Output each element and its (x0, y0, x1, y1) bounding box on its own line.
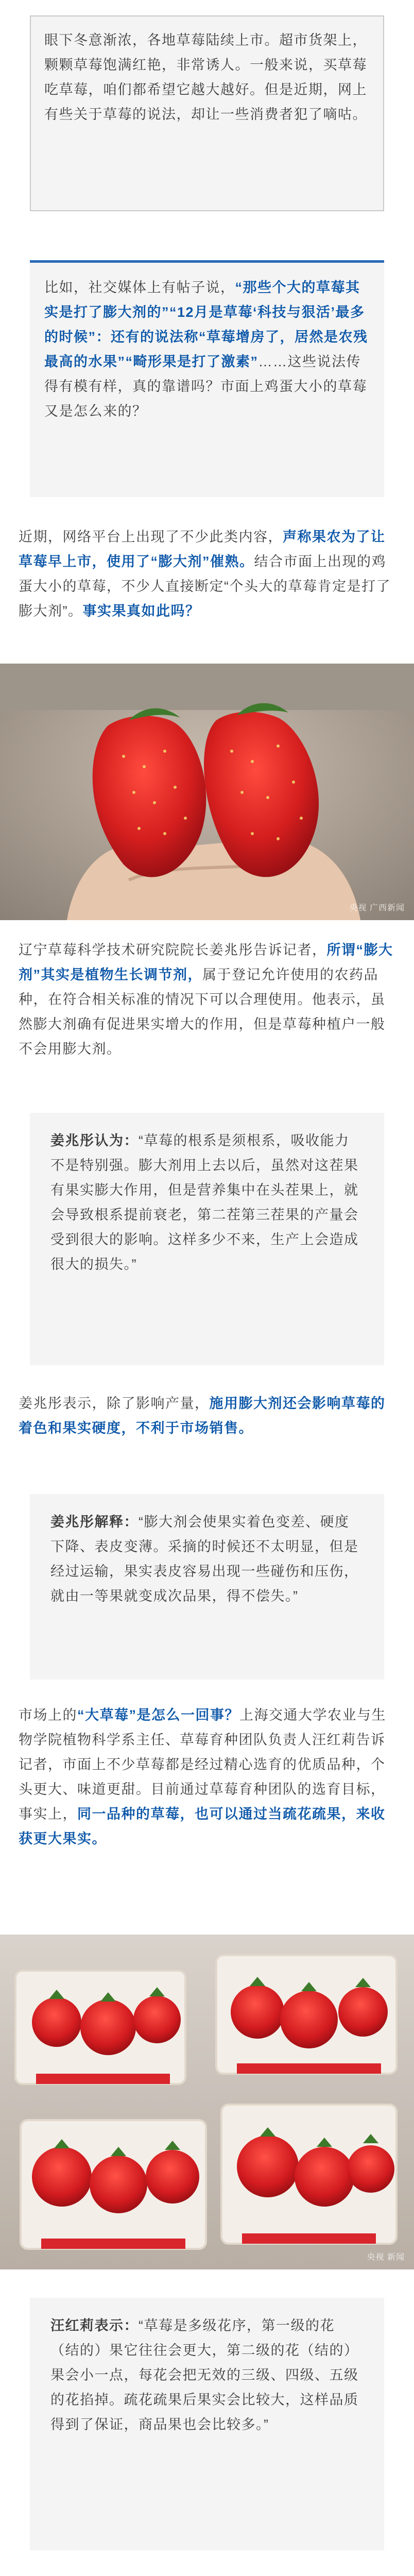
video-paragraph (19, 524, 395, 623)
rumor-box (30, 260, 384, 497)
quote-1-text: “草莓的根系是须根系，吸收能力不是特别强。膨大剂用上去以后，虽然对这茬果有果实膨大作用，但是营养集中在头茬果上，就会导致根系提前衰老，第二茬第三茬果的产量会受到很大的影响。这样多少不来，生产上会造成很大的损失。” (50, 1133, 359, 1272)
big-strawberry-bold-2: 同一品种的草莓，也可以通过当疏花疏果，来收获更大果实。 (19, 1806, 386, 1846)
rumor-text-before: 比如，社交媒体上有帖子说， (44, 280, 235, 295)
video-paragraph-before: 近期，网络平台上出现了不少此类内容， (19, 529, 283, 545)
expert-paragraph-1-after: 属于登记允许使用的农药品种，在符合相关标准的情况下可以合理使用。他表示，虽然膨大剂确有促进果实增大的作用，但是草莓种植户一般不会用膨大剂。 (19, 967, 386, 1057)
expert-paragraph-2-before: 姜兆彤表示，除了影响产量， (19, 1396, 210, 1411)
strawberry-package-photo (0, 1935, 414, 2269)
quote-box-1 (30, 1113, 384, 1365)
quote-3 (50, 2313, 364, 2437)
quote-1 (50, 1128, 364, 1277)
quote-2 (50, 1510, 364, 1608)
video-paragraph-middle: 结合市面上出现的鸡蛋大小的草莓，不少人直接断定“个头大的草莓肯定是打了膨大剂”。 (19, 554, 391, 619)
strawberry-package-illustration (0, 1935, 414, 2269)
quote-2-text: “膨大剂会使果实着色变差、硬度下降、表皮变薄。采摘的时候还不太明显，但是经过运输，果实表皮容易出现一些碰伤和压伤，就由一等果就变成次品果，得不偿失。” (50, 1514, 359, 1604)
video-paragraph-block (19, 524, 395, 623)
rumor-text-after: ……这些说法传得有模有样，真的靠谱吗？市面上鸡蛋大小的草莓又是怎么来的？ (44, 354, 367, 419)
strawberry-hand-photo (0, 664, 414, 920)
rumor-text (44, 275, 370, 423)
expert-paragraph-2-bold: 施用膨大剂还会影响草莓的着色和果实硬度，不利于市场销售。 (19, 1396, 386, 1436)
big-strawberry-before: 市场上的 (19, 1707, 77, 1723)
expert-paragraph-1 (19, 938, 395, 1061)
quote-box-3 (30, 2298, 384, 2550)
big-strawberry-paragraph-block (19, 1703, 395, 1851)
expert-paragraph-1-block (19, 938, 395, 1061)
photo-credit-2: 央视 新闻 (367, 2253, 405, 2262)
quote-3-text: “草莓是多级花序，第一级的花（结的）果它往往会更大，第二级的花（结的）果会小一点，每花会把无效的三级、四级、五级的花掐掉。疏花疏果后果实会比较大，这样品质得到了保证，商品果也会比较多。” (50, 2318, 359, 2432)
expert-paragraph-1-before: 辽宁草莓科学技术研究院院长姜兆彤告诉记者， (19, 942, 327, 958)
big-strawberry-bold-1: “大草莓”是怎么一回事？ (77, 1707, 239, 1723)
intro-box (30, 15, 384, 211)
intro-paragraph: 眼下冬意渐浓，各地草莓陆续上市。超市货架上，颗颗草莓饱满红艳，非常诱人。一般来说，买草莓吃草莓，咱们都希望它越大越好。但是近期，网上有些关于草莓的说法，却让一些消费者犯了嘀咕。 (44, 32, 367, 122)
quote-3-speaker: 汪红莉表示： (50, 2318, 139, 2333)
photo-credit-1: 央视 广西新闻 (349, 904, 405, 912)
strawberry-hand-illustration (0, 664, 414, 920)
video-paragraph-question: 事实果真如此吗？ (82, 603, 200, 619)
quote-1-speaker: 姜兆彤认为： (50, 1133, 139, 1148)
quote-box-2 (30, 1494, 384, 1680)
expert-paragraph-2 (19, 1391, 395, 1440)
big-strawberry-middle: 上海交通大学农业与生物学院植物科学系主任、草莓育种团队负责人汪红莉告诉记者，市面上不少草莓都是经过精心选育的优质品种，个头更大、味道更甜。目前通过草莓育种团队的选育目标，事实上， (19, 1707, 386, 1822)
quote-2-speaker: 姜兆彤解释： (50, 1514, 139, 1530)
big-strawberry-paragraph (19, 1703, 395, 1851)
video-paragraph-bold: 声称果农为了让草莓早上市，使用了“膨大剂”催熟。 (19, 529, 386, 569)
expert-paragraph-1-bold: 所谓“膨大剂”其实是植物生长调节剂， (19, 942, 393, 982)
rumor-text-bold: “那些个大的草莓其实是打了膨大剂的”“12月是草莓‘科技与狠活’最多的时候”：还有的说法称“草莓增房了，居然是农残最高的水果”“畸形果是打了激素” (44, 280, 368, 369)
expert-paragraph-2-block (19, 1391, 395, 1440)
